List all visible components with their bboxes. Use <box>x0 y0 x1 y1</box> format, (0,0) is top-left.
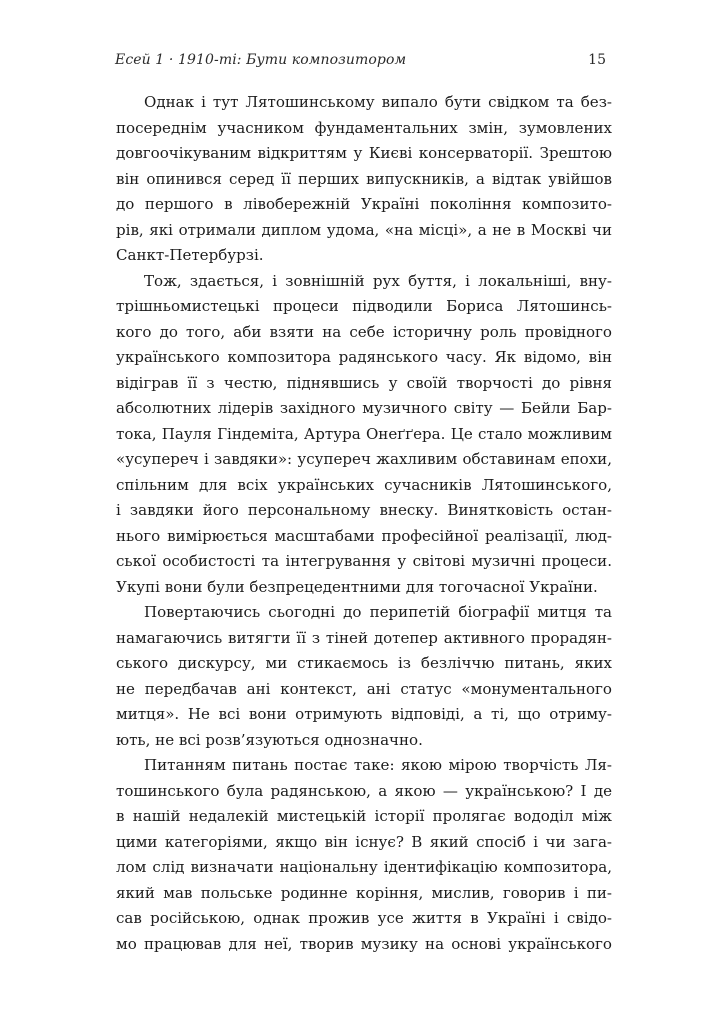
text-line: Укупі вони були безпрецедентними для тогочасної України. <box>116 577 598 596</box>
text-line: не передбачав ані контекст, ані статус «монументального <box>116 679 612 698</box>
text-line: мо працював для неї, творив музику на основі українського <box>116 934 612 953</box>
text-line: Повертаючись сьогодні до перипетій біографії митця та <box>144 603 612 621</box>
text-line: українського композитора радянського часу. Як відомо, він <box>116 348 612 366</box>
text-line: до першого в лівобережній Україні покоління композито- <box>116 195 612 213</box>
text-line: Санкт-Петербурзі. <box>116 246 264 264</box>
text-line: лом слід визначати національну ідентифікацію композитора, <box>116 858 612 876</box>
text-line: Питанням питань постає таке: якою мірою творчість Ля- <box>144 756 612 774</box>
text-line: ської особистості та інтегрування у світові музичні процеси. <box>116 552 612 570</box>
text-line: який мав польське родинне коріння, мислив, говорив і пи- <box>116 883 612 902</box>
running-head: Есей 1 · 1910-ті: Бути композитором <box>115 52 407 68</box>
body-text <box>116 90 612 957</box>
text-line: відіграв її з честю, піднявшись у своїй творчості до рівня <box>116 373 612 392</box>
text-line: нього вимірюється масштабами професійної реалізації, люд- <box>116 526 612 545</box>
text-line: митця». Не всі вони отримують відповіді, а ті, що отриму- <box>116 705 612 723</box>
text-line: в нашій недалекій мистецькій історії пролягає вододіл між <box>116 807 612 825</box>
text-line: Тож, здається, і зовнішній рух буття, і локальніші, вну- <box>144 271 612 290</box>
paragraph <box>116 90 612 269</box>
paragraph <box>116 600 612 753</box>
text-line: і завдяки його персональному внеску. Винятковість остан- <box>116 501 612 519</box>
text-line: рів, які отримали диплом удома, «на місці», а не в Москві чи <box>116 220 612 239</box>
paragraph <box>116 753 612 957</box>
text-line: кого до того, аби взяти на себе історичну роль провідного <box>116 322 612 341</box>
text-line: він опинився серед її перших випускників, а відтак увійшов <box>116 169 612 188</box>
text-line: сав російською, однак прожив усе життя в Україні і свідо- <box>116 909 612 927</box>
text-line: довгоочікуваним відкриттям у Києві консерваторії. Зрештою <box>116 144 612 162</box>
text-line: цими категоріями, якщо він існує? В який спосіб і чи зага- <box>116 832 612 851</box>
page-number: 15 <box>588 52 606 68</box>
text-line: посереднім учасником фундаментальних змін, зумовлених <box>116 118 612 137</box>
text-line: трішньомистецькі процеси підводили Бориса Лятошинсь- <box>116 297 612 315</box>
text-line: спільним для всіх українських сучасників Лятошинського, <box>116 475 612 494</box>
text-line: тошинського була радянською, а якою — українською? І де <box>116 781 612 800</box>
text-line: тока, Пауля Гіндеміта, Артура Онеґґера. Це стало можливим <box>116 424 612 443</box>
text-line: «усупереч і завдяки»: усупереч жахливим обставинам епохи, <box>116 450 612 468</box>
text-line: Однак і тут Лятошинському випало бути свідком та без- <box>144 93 612 111</box>
text-line: ського дискурсу, ми стикаємось із безліччю питань, яких <box>116 654 612 672</box>
paragraph <box>116 269 612 601</box>
text-line: намагаючись витягти її з тіней дотепер активного прорадян- <box>116 628 612 647</box>
text-line: абсолютних лідерів західного музичного світу — Бейли Бар- <box>116 399 612 417</box>
text-line: ють, не всі розв’язуються однозначно. <box>116 730 423 749</box>
